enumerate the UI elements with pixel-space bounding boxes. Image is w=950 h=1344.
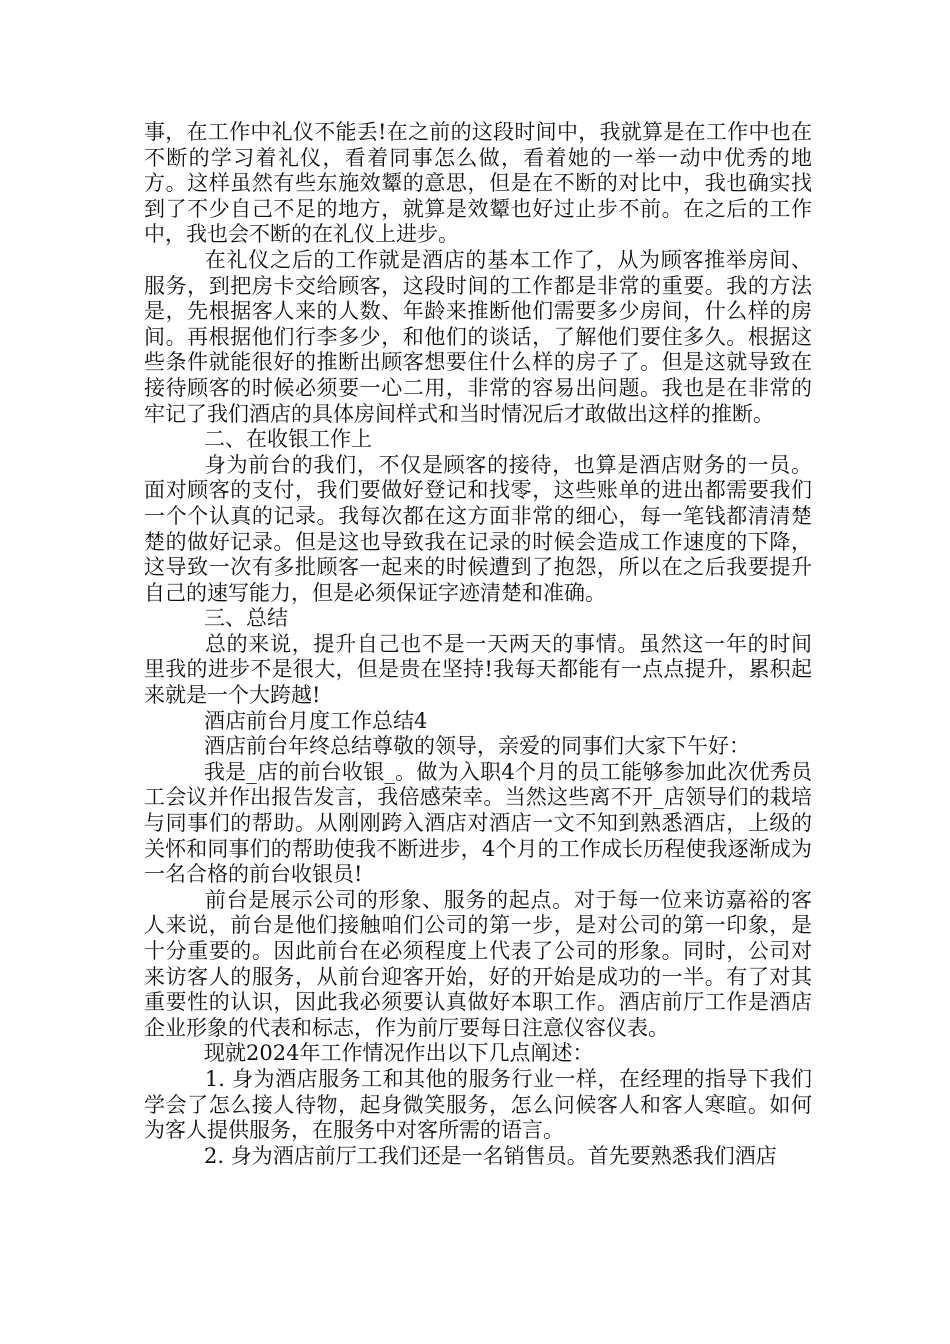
list-item: 1. 身为酒店服务工和其他的服务行业一样，在经理的指导下我们学会了怎么接人待物，起身微笑服务，怎么问候客人和客人寒暄。如何为客人提供服务，在服务中对客所需的语言。 bbox=[144, 1066, 812, 1143]
body-paragraph: 事，在工作中礼仪不能丢!在之前的这段时间中，我就算是在工作中也在不断的学习着礼仪，看着同事怎么做，看着她的一举一动中优秀的地方。这样虽然有些东施效颦的意思，但是在不断的对比中，我也确实找到了不少自己不足的地方，就算是效颦也好过止步不前。在之后的工作中，我也会不断的在礼仪上进步。 bbox=[144, 120, 812, 247]
section-heading: 三、总结 bbox=[204, 606, 288, 631]
document-page bbox=[144, 120, 812, 1169]
section-heading: 二、在收银工作上 bbox=[204, 427, 372, 452]
list-item: 2. 身为酒店前厅工我们还是一名销售员。首先要熟悉我们酒店 bbox=[204, 1143, 777, 1168]
greeting-line: 酒店前台年终总结尊敬的领导，亲爱的同事们大家下午好： bbox=[204, 734, 750, 759]
document-subtitle: 酒店前台月度工作总结4 bbox=[204, 708, 428, 733]
body-paragraph: 身为前台的我们，不仅是顾客的接待，也算是酒店财务的一员。面对顾客的支付，我们要做好登记和找零，这些账单的进出都需要我们一个个认真的记录。我每次都在这方面非常的细心，每一笔钱都清清楚楚的做好记录。但是这也导致我在记录的时候会造成工作速度的下降，这导致一次有多批顾客一起来的时候遭到了抱怨，所以在之后我要提升自己的速写能力，但是必须保证字迹清楚和准确。 bbox=[144, 452, 812, 605]
body-paragraph: 我是_店的前台收银_。做为入职4个月的员工能够参加此次优秀员工会议并作出报告发言，我倍感荣幸。当然这些离不开_店领导们的栽培与同事们的帮助。从刚刚跨入酒店对酒店一文不知到熟悉酒店，上级的关怀和同事们的帮助使我不断进步，4个月的工作成长历程使我逐渐成为一名合格的前台收银员! bbox=[144, 759, 812, 887]
body-paragraph: 前台是展示公司的形象、服务的起点。对于每一位来访嘉裕的客人来说，前台是他们接触咱们公司的第一步，是对公司的第一印象，是十分重要的。因此前台在必须程度上代表了公司的形象。同时，公司对来访客人的服务，从前台迎客开始，好的开始是成功的一半。有了对其重要性的认识，因此我必须要认真做好本职工作。酒店前厅工作是酒店企业形象的代表和标志，作为前厅要每日注意仪容仪表。 bbox=[144, 887, 812, 1040]
body-paragraph: 在礼仪之后的工作就是酒店的基本工作了，从为顾客推举房间、服务，到把房卡交给顾客，这段时间的工作都是非常的重要。我的方法是，先根据客人来的人数、年龄来推断他们需要多少房间，什么样的房间。再根据他们行李多少，和他们的谈话，了解他们要住多久。根据这些条件就能很好的推断出顾客想要住什么样的房子了。但是这就导致在接待顾客的时候必须要一心二用，非常的容易出问题。我也是在非常的牢记了我们酒店的具体房间样式和当时情况后才敢做出这样的推断。 bbox=[144, 247, 812, 426]
intro-line: 现就2024年工作情况作出以下几点阐述： bbox=[204, 1041, 594, 1066]
body-paragraph: 总的来说，提升自己也不是一天两天的事情。虽然这一年的时间里我的进步不是很大，但是贵在坚持!我每天都能有一点点提升，累积起来就是一个大跨越! bbox=[144, 631, 812, 708]
